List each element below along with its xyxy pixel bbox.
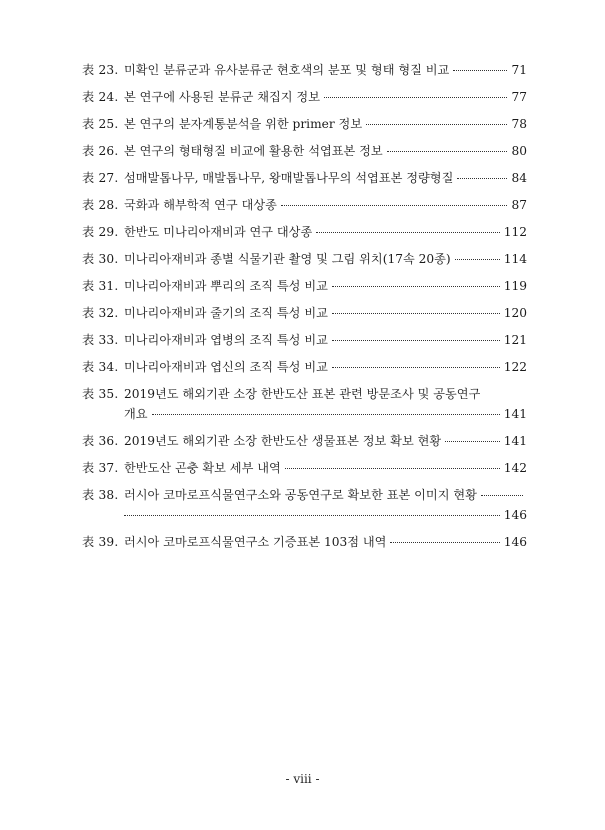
entry-number: 表 38.	[82, 488, 119, 502]
entry-number: 表 33.	[82, 333, 119, 347]
entry-page: 77	[511, 90, 527, 104]
entry-number: 表 37.	[82, 461, 119, 475]
entry-page: 146	[503, 535, 527, 549]
entry-title: 2019년도 해외기관 소장 한반도산 생물표본 정보 확보 현황	[124, 434, 442, 448]
toc-entry[interactable]	[82, 458, 527, 478]
entry-number: 表 32.	[82, 306, 119, 320]
entry-page: 146	[503, 508, 527, 522]
entry-title: 국화과 해부학적 연구 대상종	[124, 198, 277, 212]
leader-dots	[481, 495, 523, 496]
entry-title: 미나리아재비과 엽병의 조직 특성 비교	[124, 333, 328, 347]
toc-entry[interactable]	[82, 357, 527, 377]
toc-entry[interactable]	[82, 384, 527, 424]
toc-entry[interactable]	[82, 330, 527, 350]
entry-title: 미나리아재비과 줄기의 조직 특성 비교	[124, 306, 328, 320]
entry-number: 表 36.	[82, 434, 119, 448]
entry-number: 表 34.	[82, 360, 119, 374]
entry-page: 84	[511, 171, 527, 185]
page-number-footer: - viii -	[285, 772, 320, 786]
toc-entry[interactable]	[82, 195, 527, 215]
leader-dots	[332, 313, 500, 314]
entry-title: 2019년도 해외기관 소장 한반도산 표본 관련 방문조사 및 공동연구	[124, 387, 481, 401]
table-of-contents	[82, 60, 527, 559]
entry-number: 表 28.	[82, 198, 119, 212]
entry-title: 미나리아재비과 엽신의 조직 특성 비교	[124, 360, 328, 374]
entry-page: 87	[511, 198, 527, 212]
entry-title: 본 연구에 사용된 분류군 채집지 정보	[124, 90, 320, 104]
entry-title-continuation: 개요	[124, 407, 148, 421]
entry-number: 表 30.	[82, 252, 119, 266]
entry-page: 141	[503, 407, 527, 421]
leader-dots	[285, 468, 500, 469]
entry-page: 142	[503, 461, 527, 475]
entry-title: 미확인 분류군과 유사분류군 현호색의 분포 및 형태 형질 비교	[124, 63, 450, 77]
toc-entry[interactable]	[82, 141, 527, 161]
toc-entry[interactable]	[82, 87, 527, 107]
leader-dots	[316, 232, 500, 233]
toc-entry[interactable]	[82, 532, 527, 552]
entry-number: 表 27.	[82, 171, 119, 185]
entry-number: 表 24.	[82, 90, 119, 104]
entry-title: 본 연구의 분자계통분석을 위한 primer 정보	[124, 117, 363, 131]
entry-number: 表 35.	[82, 387, 119, 401]
toc-entry[interactable]	[82, 276, 527, 296]
entry-page: 112	[503, 225, 527, 239]
toc-entry[interactable]	[82, 222, 527, 242]
toc-entry[interactable]	[82, 249, 527, 269]
entry-title: 미나리아재비과 종별 식물기관 촬영 및 그림 위치(17속 20종)	[124, 252, 451, 266]
entry-title: 러시아 코마로프식물연구소와 공동연구로 확보한 표본 이미지 현황	[124, 488, 477, 502]
entry-page: 114	[503, 252, 527, 266]
entry-page: 120	[503, 306, 527, 320]
entry-title: 미나리아재비과 뿌리의 조직 특성 비교	[124, 279, 328, 293]
entry-number: 表 39.	[82, 535, 119, 549]
toc-entry[interactable]	[82, 303, 527, 323]
leader-dots	[455, 259, 500, 260]
entry-title: 한반도 미나리아재비과 연구 대상종	[124, 225, 313, 239]
leader-dots	[332, 340, 500, 341]
entry-number: 表 31.	[82, 279, 119, 293]
leader-dots	[332, 367, 500, 368]
entry-page: 121	[503, 333, 527, 347]
toc-entry[interactable]	[82, 60, 527, 80]
leader-dots	[281, 205, 508, 206]
leader-dots	[453, 70, 507, 71]
toc-entry[interactable]	[82, 114, 527, 134]
toc-entry[interactable]	[82, 485, 527, 525]
leader-dots	[445, 441, 500, 442]
leader-dots	[332, 286, 500, 287]
entry-title: 러시아 코마로프식물연구소 기증표본 103점 내역	[124, 535, 387, 549]
entry-number: 表 23.	[82, 63, 119, 77]
entry-title: 한반도산 곤충 확보 세부 내역	[124, 461, 281, 475]
entry-page: 80	[511, 144, 527, 158]
leader-dots	[366, 124, 507, 125]
entry-title: 본 연구의 형태형질 비교에 활용한 석엽표본 정보	[124, 144, 383, 158]
leader-dots	[124, 515, 500, 516]
leader-dots	[152, 414, 500, 415]
entry-title: 섬매발톱나무, 매발톱나무, 왕매발톱나무의 석엽표본 정량형질	[124, 171, 454, 185]
leader-dots	[387, 151, 508, 152]
entry-number: 表 29.	[82, 225, 119, 239]
entry-number: 表 25.	[82, 117, 119, 131]
entry-number: 表 26.	[82, 144, 119, 158]
entry-page: 122	[503, 360, 527, 374]
toc-entry[interactable]	[82, 168, 527, 188]
leader-dots	[324, 97, 508, 98]
toc-entry[interactable]	[82, 431, 527, 451]
entry-page: 78	[511, 117, 527, 131]
leader-dots	[390, 542, 499, 543]
leader-dots	[457, 178, 507, 179]
entry-page: 141	[503, 434, 527, 448]
entry-page: 71	[511, 63, 527, 77]
entry-page: 119	[503, 279, 527, 293]
